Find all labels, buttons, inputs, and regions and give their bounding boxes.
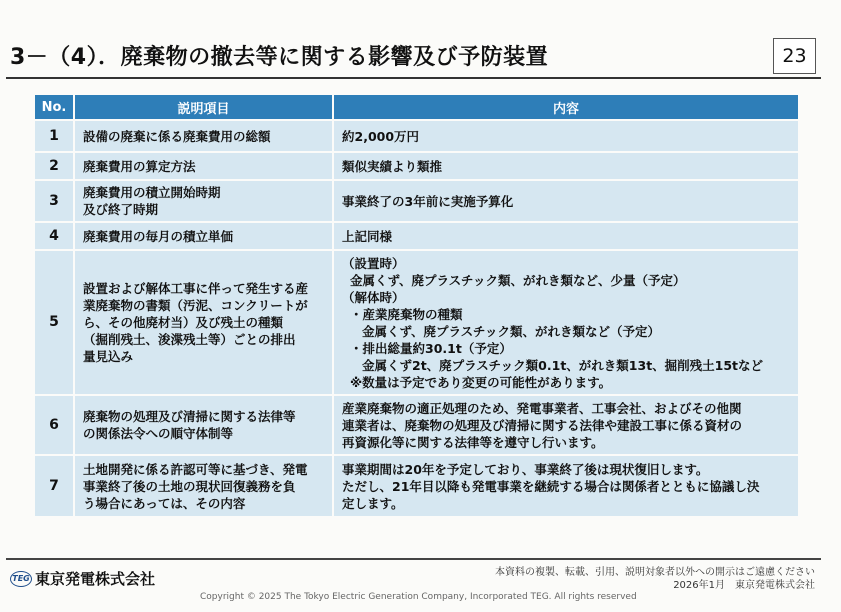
item-line: 設置および解体工事に伴って発生する産	[83, 281, 309, 296]
content-line: （設置時）	[342, 255, 405, 271]
info-table	[33, 93, 800, 518]
content-line: （解体時）	[342, 289, 405, 305]
table-row	[35, 181, 798, 221]
row-content	[334, 121, 798, 151]
content-line: ・排出総量約30.1t（予定）	[350, 340, 512, 356]
content-line: 再資源化等に関する法律等を遵守し行います。	[342, 434, 604, 450]
teg-logo-icon: TEG	[10, 571, 32, 587]
table-row	[35, 121, 798, 151]
content-line: 事業終了の3年前に実施予算化	[342, 193, 514, 209]
content-line: 金属くず2t、廃プラスチック類0.1t、がれき類13t、掘削残土15tなど	[362, 357, 764, 373]
table-header-row	[35, 95, 798, 119]
table-row	[35, 153, 798, 179]
footer-divider	[6, 558, 821, 560]
content-line: ただし、21年目以降も発電事業を継続する場合は関係者とともに協議し決	[342, 478, 760, 494]
footer-notice	[495, 566, 815, 592]
company-name: 東京発電株式会社	[35, 570, 156, 588]
row-item	[75, 396, 332, 454]
row-no: 1	[35, 121, 73, 151]
item-line: 廃棄費用の毎月の積立単価	[83, 228, 234, 244]
content-line: 金属くず、廃プラスチック類、がれき類など、少量（予定）	[350, 272, 686, 288]
item-line: （掘削残土、浚渫残土等）ごとの排出	[83, 332, 296, 347]
table-row	[35, 456, 798, 516]
content-line: 事業期間は20年を予定しており、事業終了後は現状復旧します。	[342, 461, 709, 477]
row-content	[334, 181, 798, 221]
notice-date-line: 2026年1月 東京発電株式会社	[673, 580, 815, 591]
item-line: 設備の廃棄に係る廃棄費用の総額	[83, 128, 271, 144]
row-no: 6	[35, 396, 73, 454]
item-line: 土地開発に係る許認可等に基づき、発電	[83, 461, 308, 477]
item-line: 廃棄費用の算定方法	[83, 158, 196, 174]
row-no: 4	[35, 223, 73, 249]
row-no: 7	[35, 456, 73, 516]
content-line: 産業廃棄物の適正処理のため、発電事業者、工事会社、およびその他関	[342, 400, 742, 416]
item-line: う場合にあっては、その内容	[83, 495, 246, 511]
row-content	[334, 396, 798, 454]
page-title: 3－（4）．廃棄物の撤去等に関する影響及び予防装置	[10, 45, 549, 70]
row-no: 5	[35, 251, 73, 394]
row-item	[75, 153, 332, 179]
item-line: ら、その他廃材当）及び残土の種類	[83, 315, 284, 330]
content-line: 類似実績より類推	[342, 158, 443, 174]
row-content	[334, 153, 798, 179]
company-logo	[10, 568, 155, 589]
page-number: 23	[773, 38, 816, 74]
content-line: 金属くず、廃プラスチック類、がれき類など（予定）	[362, 323, 661, 339]
row-content	[334, 223, 798, 249]
item-line: 廃棄費用の積立開始時期	[83, 185, 221, 200]
row-item	[75, 456, 332, 516]
content-line: 連業者は、廃棄物の処理及び清掃に関する法律や建設工事に係る資材の	[342, 417, 743, 433]
row-item	[75, 251, 332, 394]
table-row	[35, 251, 798, 394]
row-item	[75, 181, 332, 221]
row-item	[75, 223, 332, 249]
content-line: 定します。	[342, 495, 404, 511]
row-no: 2	[35, 153, 73, 179]
header-item: 説明項目	[75, 95, 332, 119]
table-row	[35, 223, 798, 249]
content-line: 上記同様	[342, 228, 393, 244]
table-row	[35, 396, 798, 454]
item-line: 業廃棄物の書類（汚泥、コンクリートが	[83, 298, 308, 313]
row-no: 3	[35, 181, 73, 221]
item-line: 及び終了時期	[83, 202, 159, 217]
header-content: 内容	[334, 95, 798, 119]
content-line: ・産業廃棄物の種類	[350, 306, 463, 322]
row-content	[334, 251, 798, 394]
item-line: 廃棄物の処理及び清掃に関する法律等	[83, 409, 296, 424]
item-line: 事業終了後の土地の現状回復義務を負	[83, 478, 296, 494]
item-line: の関係法令への順守体制等	[83, 426, 234, 441]
row-item	[75, 121, 332, 151]
notice-line: 本資料の複製、転載、引用、説明対象者以外への開示はご遠慮ください	[495, 567, 815, 578]
content-line: 約2,000万円	[342, 128, 420, 144]
title-divider	[6, 77, 821, 79]
item-line: 量見込み	[83, 349, 134, 364]
copyright-text: Copyright © 2025 The Tokyo Electric Generation Company, Incorporated TEG. All rights reserved	[200, 592, 637, 602]
content-line: ※数量は予定であり変更の可能性があります。	[350, 374, 612, 390]
header-no: No.	[35, 95, 73, 119]
row-content	[334, 456, 798, 516]
